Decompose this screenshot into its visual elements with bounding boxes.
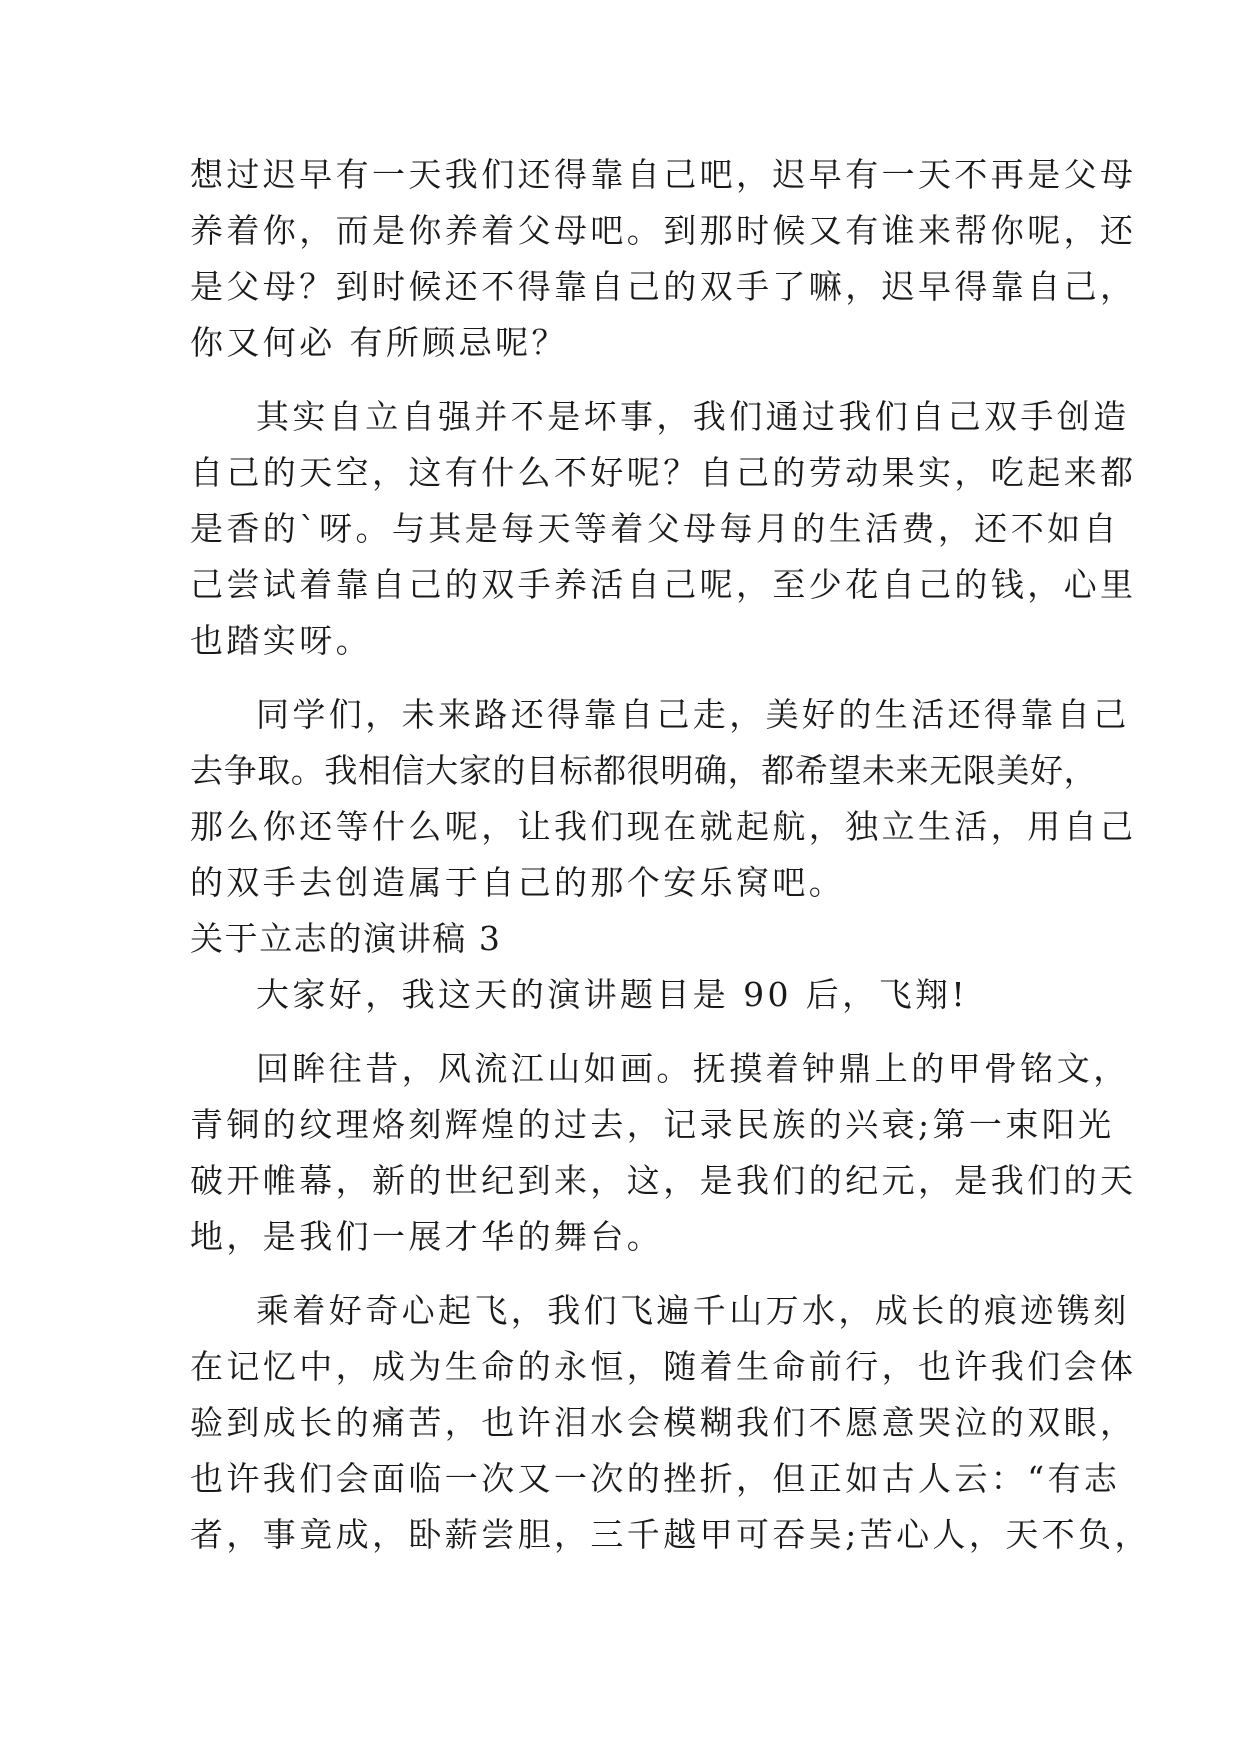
text-line: 者，事竟成，卧薪尝胆，三千越甲可吞吴;苦心人，天不负， [190, 1515, 1151, 1554]
text-line: 也踏实呀。 [190, 621, 372, 660]
section-heading: 关于立志的演讲稿 3 [190, 919, 502, 958]
text-line: 那么你还等什么呢，让我们现在就起航，独立生活，用自己 [190, 807, 1137, 846]
text-line: 也许我们会面临一次又一次的挫折，但正如古人云：“有志 [190, 1459, 1121, 1498]
paragraph-first-line: 乘着好奇心起飞，我们飞遍千山万水，成长的痕迹镌刻 [256, 1291, 1130, 1330]
text-line: 去争取。我相信大家的目标都很明确，都希望未来无限美好， [190, 751, 1098, 790]
text-line: 你又何必 有所顾忌呢？ [190, 323, 568, 362]
paragraph-first-line: 同学们，未来路还得靠自己走，美好的生活还得靠自己 [256, 695, 1130, 734]
text-line: 破开帷幕，新的世纪到来，这，是我们的纪元，是我们的天 [190, 1161, 1137, 1200]
paragraph-first-line: 回眸往昔，风流江山如画。抚摸着钟鼎上的甲骨铭文， [256, 1049, 1130, 1088]
text-line: 青铜的纹理烙刻辉煌的过去，记录民族的兴衰;第一束阳光 [190, 1105, 1115, 1144]
text-line: 自己的天空，这有什么不好呢？自己的劳动果实，吃起来都 [190, 453, 1137, 492]
text-line: 己尝试着靠自己的双手养活自己呢，至少花自己的钱，心里 [190, 565, 1137, 604]
text-line: 在记忆中，成为生命的永恒，随着生命前行，也许我们会体 [190, 1347, 1137, 1386]
text-line: 地，是我们一展才华的舞台。 [190, 1217, 664, 1256]
paragraph-first-line: 大家好，我这天的演讲题目是 90 后，飞翔! [256, 975, 969, 1014]
text-line: 想过迟早有一天我们还得靠自己吧，迟早有一天不再是父母 [190, 155, 1137, 194]
text-line: 是父母？到时候还不得靠自己的双手了嘛，迟早得靠自己， [190, 267, 1137, 306]
text-line: 养着你，而是你养着父母吧。到那时候又有谁来帮你呢，还 [190, 211, 1137, 250]
text-line: 验到成长的痛苦，也许泪水会模糊我们不愿意哭泣的双眼， [190, 1403, 1137, 1442]
text-line: 的双手去创造属于自己的那个安乐窝吧。 [190, 863, 846, 902]
paragraph-first-line: 其实自立自强并不是坏事，我们通过我们自己双手创造 [256, 397, 1130, 436]
text-line: 是香的`呀。与其是每天等着父母每月的生活费，还不如自 [190, 509, 1120, 548]
